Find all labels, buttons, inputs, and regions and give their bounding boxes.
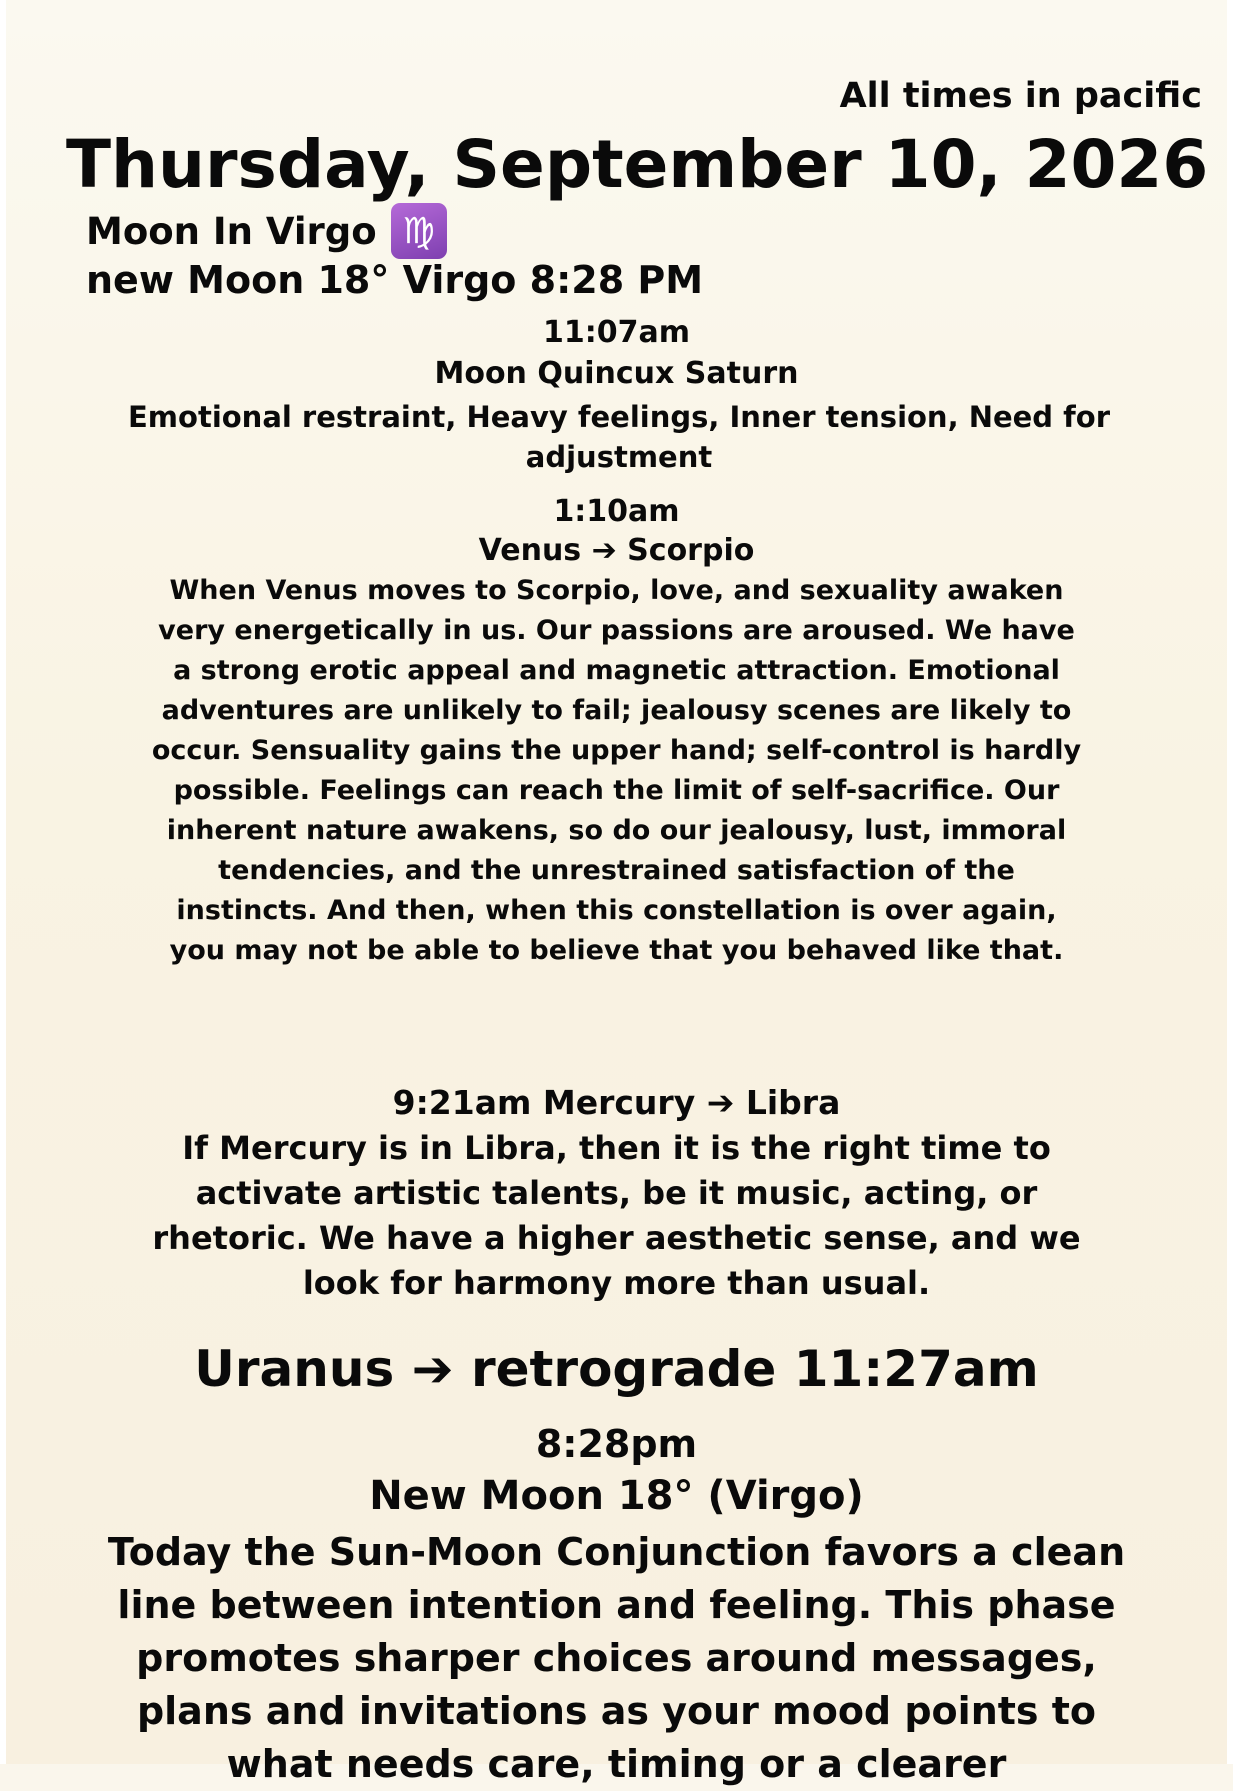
event-time: 11:07am — [543, 315, 690, 350]
event-time: 1:10am — [553, 494, 680, 529]
moon-sign-text: Moon In Virgo — [86, 209, 377, 253]
event-description: Today the Sun-Moon Conjunction favors a clean line between intention and feeling. This phase promotes sharper choices around messages, plans and invitations as your mood points to what needs care, timing or a clearer — [107, 1530, 1126, 1786]
date-title: Thursday, September 10, 2026 — [66, 126, 1209, 203]
event-heading: 9:21am Mercury ➔ Libra — [392, 1083, 841, 1122]
event-description: When Venus moves to Scorpio, love, and sexuality awaken very energetically in us. Our passions are aroused. We have a strong erotic appeal and magnetic attraction. Emotional adventures are unlikely to fail; jealousy scenes are likely to occur. Sensuality gains the upper hand; self-control is hardly possible. Feelings can reach the limit of self-sacrifice. Our inherent nature awakens, so do our jealousy, lust, immoral tendencies, and the unrestrained satisfaction of the instincts. And then, when this constellation is over again, you may not be able to believe that you behaved like that. — [151, 575, 1082, 966]
retrograde-heading: Uranus ➔ retrograde 11:27am — [194, 1340, 1039, 1398]
event-aspect: Moon Quincux Saturn — [434, 356, 799, 391]
event-description: If Mercury is in Libra, then it is the right time to activate artistic talents, be it music, acting, or rhetoric. We have a higher aesthetic sense, and we look for harmony more than usual. — [152, 1129, 1081, 1302]
event-aspect: Venus ➔ Scorpio — [478, 533, 755, 568]
moon-sign-line — [86, 203, 447, 259]
new-moon-summary: new Moon 18° Virgo 8:28 PM — [86, 258, 704, 302]
virgo-icon: ♍ — [391, 203, 447, 259]
event-time: 8:28pm — [535, 1422, 698, 1466]
event-description: Emotional restraint, Heavy feelings, Inner tension, Need for adjustment — [128, 400, 1110, 474]
timezone-note: All times in pacific — [839, 76, 1202, 116]
event-aspect: New Moon 18° (Virgo) — [369, 1473, 864, 1519]
